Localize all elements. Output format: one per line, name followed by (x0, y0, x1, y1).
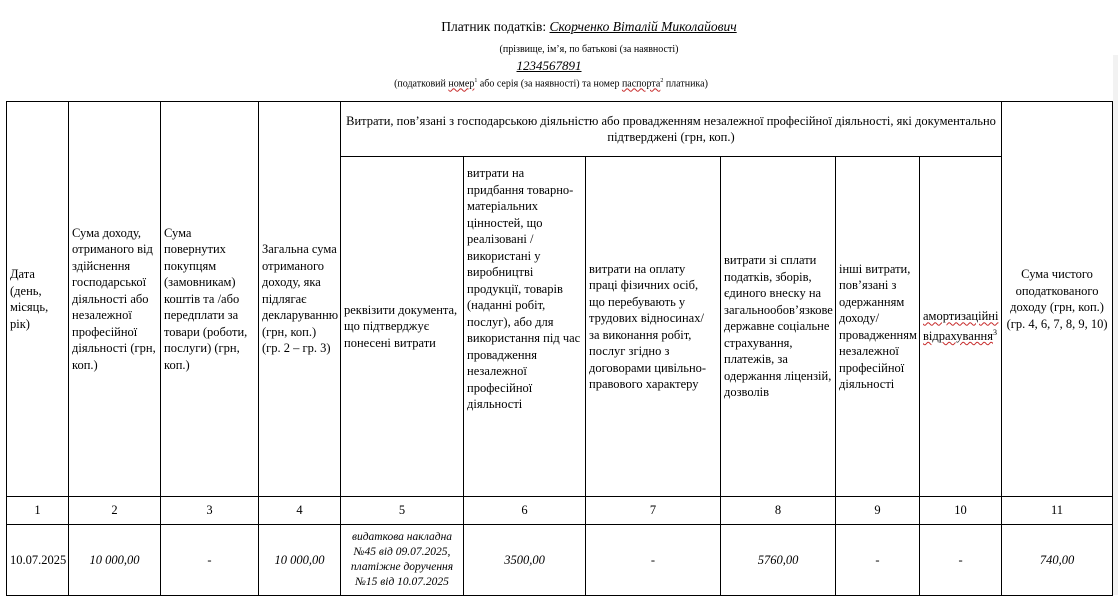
col-header-date: Дата (день, місяць, рік) (7, 102, 69, 497)
tax-hint-sup2: 2 (660, 78, 664, 84)
tax-id-hint (0, 78, 1110, 89)
col-header-returned: Сума повернутих покупцям (замовникам) коштів та /або передплати за товари (роботи, послуги) (грн, коп.) (161, 102, 259, 497)
tax-hint-part2: або серія (за наявності) та номер (477, 78, 622, 90)
tax-hint-passport: паспорта (621, 78, 661, 90)
cell-taxes: 5760,00 (721, 525, 836, 596)
cell-total: 10 000,00 (259, 525, 341, 596)
col-number: 2 (69, 497, 161, 525)
col-number: 4 (259, 497, 341, 525)
col-header-doc: реквізити документа, що підтверджує понесені витрати (341, 157, 464, 497)
col-header-labor: витрати на оплату праці фізичних осіб, що перебувають у трудових відносинах/ за виконання робіт, послуг згідно з договорами цивільно-правового характеру (586, 157, 721, 497)
amortization-sup: 3 (992, 327, 997, 337)
col-header-net-income: Сума чистого оподаткованого доходу (грн, коп.) (гр. 4, 6, 7, 8, 9, 10) (1002, 102, 1113, 497)
column-numbers-row (7, 497, 1113, 525)
col-header-amortization (920, 157, 1002, 497)
payer-name: Скорченко Віталій Миколайович (549, 19, 737, 34)
payer-line (30, 19, 1118, 35)
tax-hint-sup1: 1 (474, 78, 478, 84)
col-number: 10 (920, 497, 1002, 525)
col-header-other: інші витрати, пов’язані з одержанням доходу/ провадженням незалежної професійної діяльності (836, 157, 920, 497)
tax-hint-part3: платника) (663, 78, 708, 90)
col-number: 8 (721, 497, 836, 525)
col-number: 7 (586, 497, 721, 525)
col-number: 3 (161, 497, 259, 525)
name-hint: (прізвище, ім’я, по батькові (за наявності) (499, 44, 679, 55)
income-expense-table (6, 101, 1113, 596)
tax-hint-nomer: номер (448, 78, 475, 90)
col-number: 11 (1002, 497, 1113, 525)
col-header-taxes: витрати зі сплати податків, зборів, єдиного внеску на загальнообов’язкове державне соціальне страхування, платежів, за одержання ліцензій, дозволів (721, 157, 836, 497)
cell-returned: - (161, 525, 259, 596)
col-number: 9 (836, 497, 920, 525)
amortization-text: амортизаційні відрахування (923, 309, 999, 344)
payer-label: Платник податків: (441, 19, 547, 34)
cell-date: 10.07.2025 (7, 525, 69, 596)
cell-other: - (836, 525, 920, 596)
cell-net-income: 740,00 (1002, 525, 1113, 596)
col-number: 5 (341, 497, 464, 525)
cell-goods: 3500,00 (464, 525, 586, 596)
col-header-goods: витрати на придбання товарно-матеріальних цінностей, що реалізовані / використані у виробництві продукції, товарів (наданні робіт, послуг), або для використання під час провадження незалежної професійної діяльності (464, 157, 586, 497)
expenses-group-header: Витрати, пов’язані з господарською діяльністю або провадженням незалежної професійної діяльності, які документально підтверджені (грн, коп.) (341, 102, 1002, 157)
page-edge-scrollbar[interactable] (1113, 55, 1118, 595)
col-number: 1 (7, 497, 69, 525)
cell-income: 10 000,00 (69, 525, 161, 596)
cell-amortization: - (920, 525, 1002, 596)
cell-labor: - (586, 525, 721, 596)
col-header-total: Загальна сума отриманого доходу, яка підлягає декларуванню (грн, коп.) (гр. 2 – гр. 3) (259, 102, 341, 497)
col-header-income: Сума доходу, отриманого від здійснення господарської діяльності або незалежної професійної діяльності (грн, коп.) (69, 102, 161, 497)
cell-document: видаткова накладна №45 від 09.07.2025, платіжне доручення №15 від 10.07.2025 (341, 525, 464, 596)
table-row (7, 525, 1113, 596)
col-number: 6 (464, 497, 586, 525)
tax-hint-part1: (податковий (394, 78, 449, 90)
tax-id: 1234567891 (516, 58, 582, 73)
